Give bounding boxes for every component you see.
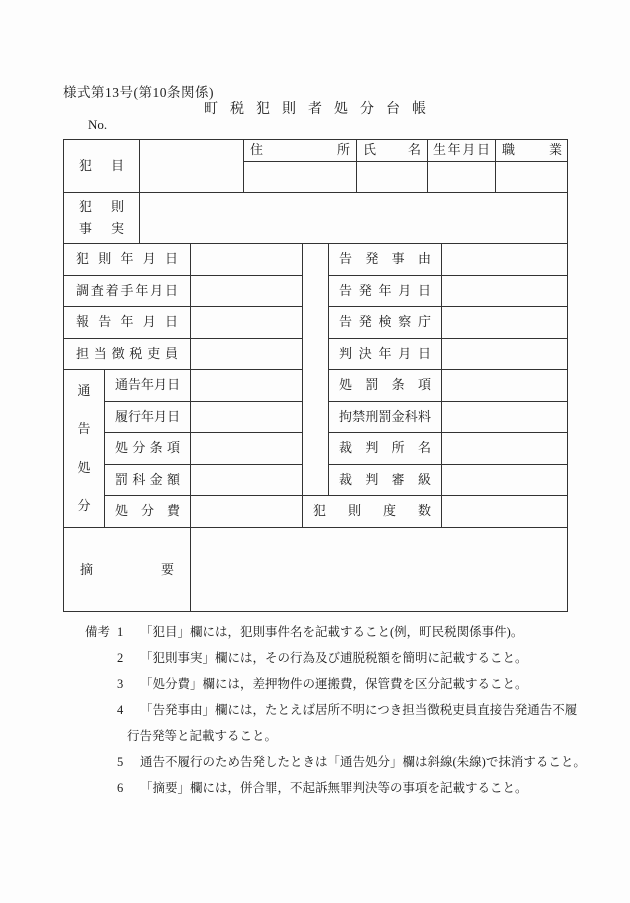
remark-text xyxy=(127,697,586,749)
remark-item xyxy=(85,697,586,749)
trial-instance-label: 裁 判 審 級 xyxy=(339,471,431,487)
offense-fact-label-line2: 事 実 xyxy=(79,221,124,236)
violation-date-label: 犯 則 年 月 日 xyxy=(76,251,178,267)
remark-text: 通告不履行のため告発したときは「通告処分」欄は斜線(朱線)で抹消すること。 xyxy=(140,755,586,769)
accusation-reason-label: 告 発 事 由 xyxy=(339,251,431,267)
punishment-clause-label: 処 罰 条 項 xyxy=(339,377,431,393)
disposition-cost-label: 処 分 費 xyxy=(115,503,180,519)
name-header-cell xyxy=(357,140,428,162)
offense-name-label: 犯 目 xyxy=(79,157,124,173)
remark-number: 4 xyxy=(117,703,124,717)
address-value-cell xyxy=(244,162,357,193)
summary-label-cell xyxy=(64,528,191,612)
penalty-amount-value-cell xyxy=(191,465,303,496)
form-number: 様式第13号(第10条関係) xyxy=(63,85,214,100)
remark-number: 5 xyxy=(117,755,124,769)
remark-item xyxy=(85,749,586,775)
notification-group-label-cell xyxy=(64,370,105,528)
accusation-date-label-cell xyxy=(329,276,442,307)
court-name-label-cell xyxy=(329,433,442,465)
disposition-clause-label: 処 分 条 項 xyxy=(115,440,180,456)
accusation-date-value-cell xyxy=(442,276,568,307)
prosecutors-office-label-cell xyxy=(329,307,442,339)
tax-official-label: 担 当 徴 税 吏 員 xyxy=(76,345,178,361)
punishment-clause-value-cell xyxy=(442,370,568,402)
judgment-date-value-cell xyxy=(442,339,568,370)
court-name-value-cell xyxy=(442,433,568,465)
violation-count-label: 犯 則 度 数 xyxy=(313,503,431,519)
remark-number: 2 xyxy=(117,651,124,665)
violation-date-label-cell xyxy=(64,244,191,276)
notification-date-label: 通 告 年 月 日 xyxy=(115,377,181,393)
remarks-section xyxy=(85,619,586,801)
address-header: 住 所 xyxy=(250,142,350,158)
remark-item xyxy=(85,775,586,801)
tax-official-value-cell xyxy=(191,339,303,370)
remark-text: 「摘要」欄には，併合罪，不起訴無罪判決等の事項を記載すること。 xyxy=(140,781,528,795)
investigation-start-date-label-cell xyxy=(64,276,191,307)
court-name-label: 裁 判 所 名 xyxy=(339,440,431,456)
remark-text: 「処分費」欄には，差押物件の運搬費，保管費を区分記載すること。 xyxy=(140,677,528,691)
remark-number: 6 xyxy=(117,781,124,795)
summary-label: 摘 要 xyxy=(80,561,174,577)
disposition-cost-label-cell xyxy=(105,496,191,528)
spacer-cell xyxy=(303,244,329,496)
imprisonment-fine-value-cell xyxy=(442,402,568,433)
fulfillment-date-value-cell xyxy=(191,402,303,433)
remark-text: 「犯目」欄には，犯則事件名を記載すること(例，町民税関係事件)。 xyxy=(140,625,524,639)
violation-count-label-cell xyxy=(303,496,442,528)
penalty-amount-label: 罰 科 金 額 xyxy=(115,471,180,487)
accusation-reason-label-cell xyxy=(329,244,442,276)
report-date-value-cell xyxy=(191,307,303,339)
penalty-amount-label-cell xyxy=(105,465,191,496)
occupation-value-cell xyxy=(496,162,568,193)
remark-text-line2: 行告発等と記載すること。 xyxy=(127,729,278,743)
judgment-date-label: 判 決 年 月 日 xyxy=(339,345,431,361)
trial-instance-value-cell xyxy=(442,465,568,496)
ledger-table xyxy=(63,139,568,612)
name-value-cell xyxy=(357,162,428,193)
birthdate-value-cell xyxy=(428,162,496,193)
offense-name-label-cell xyxy=(64,140,140,193)
imprisonment-fine-label-cell xyxy=(329,402,442,433)
prosecutors-office-value-cell xyxy=(442,307,568,339)
prosecutors-office-label: 告 発 検 察 庁 xyxy=(339,314,431,330)
trial-instance-label-cell xyxy=(329,465,442,496)
offense-fact-label-cell xyxy=(64,193,140,244)
remark-number: 3 xyxy=(117,677,124,691)
remarks-label: 備考 xyxy=(85,625,111,639)
disposition-cost-value-cell xyxy=(191,496,303,528)
violation-date-value-cell xyxy=(191,244,303,276)
remark-text-line1: 「告発事由」欄には，たとえば居所不明につき担当徴税吏員直接告発通告不履 xyxy=(140,703,578,717)
judgment-date-label-cell xyxy=(329,339,442,370)
notification-group-label: 通 告 処 分 xyxy=(77,383,91,513)
punishment-clause-label-cell xyxy=(329,370,442,402)
accusation-date-label: 告 発 年 月 日 xyxy=(339,282,431,298)
report-date-label-cell xyxy=(64,307,191,339)
address-header-cell xyxy=(244,140,357,162)
remark-item xyxy=(85,645,586,671)
disposition-clause-label-cell xyxy=(105,433,191,465)
fulfillment-date-label-cell xyxy=(105,402,191,433)
report-date-label: 報 告 年 月 日 xyxy=(76,314,178,330)
violation-count-value-cell xyxy=(442,496,568,528)
summary-value-cell xyxy=(191,528,568,612)
remark-item xyxy=(85,671,586,697)
offense-name-value-cell xyxy=(140,140,244,193)
accusation-reason-value-cell xyxy=(442,244,568,276)
occupation-header: 職 業 xyxy=(502,142,562,158)
occupation-header-cell xyxy=(496,140,568,162)
tax-official-label-cell xyxy=(64,339,191,370)
imprisonment-fine-label: 拘 禁 刑 罰 金 科 料 xyxy=(339,408,431,424)
notification-date-label-cell xyxy=(105,370,191,402)
disposition-clause-value-cell xyxy=(191,433,303,465)
name-header: 氏 名 xyxy=(363,142,421,158)
ledger-number-label: No. xyxy=(88,117,108,132)
remark-text: 「犯則事実」欄には，その行為及び逋脱税額を簡明に記載すること。 xyxy=(140,651,528,665)
notification-date-value-cell xyxy=(191,370,303,402)
fulfillment-date-label: 履 行 年 月 日 xyxy=(115,408,181,424)
birthdate-header-cell xyxy=(428,140,496,162)
page-title: 町税犯則者処分台帳 xyxy=(204,102,438,117)
remark-number: 1 xyxy=(117,625,124,639)
remark-item xyxy=(85,619,586,645)
birthdate-header: 生 年 月 日 xyxy=(433,142,490,158)
investigation-start-date-label: 調 査 着 手 年 月 日 xyxy=(76,282,178,298)
offense-fact-label-line1: 犯 則 xyxy=(79,198,124,214)
offense-fact-value-cell xyxy=(140,193,568,244)
investigation-start-date-value-cell xyxy=(191,276,303,307)
